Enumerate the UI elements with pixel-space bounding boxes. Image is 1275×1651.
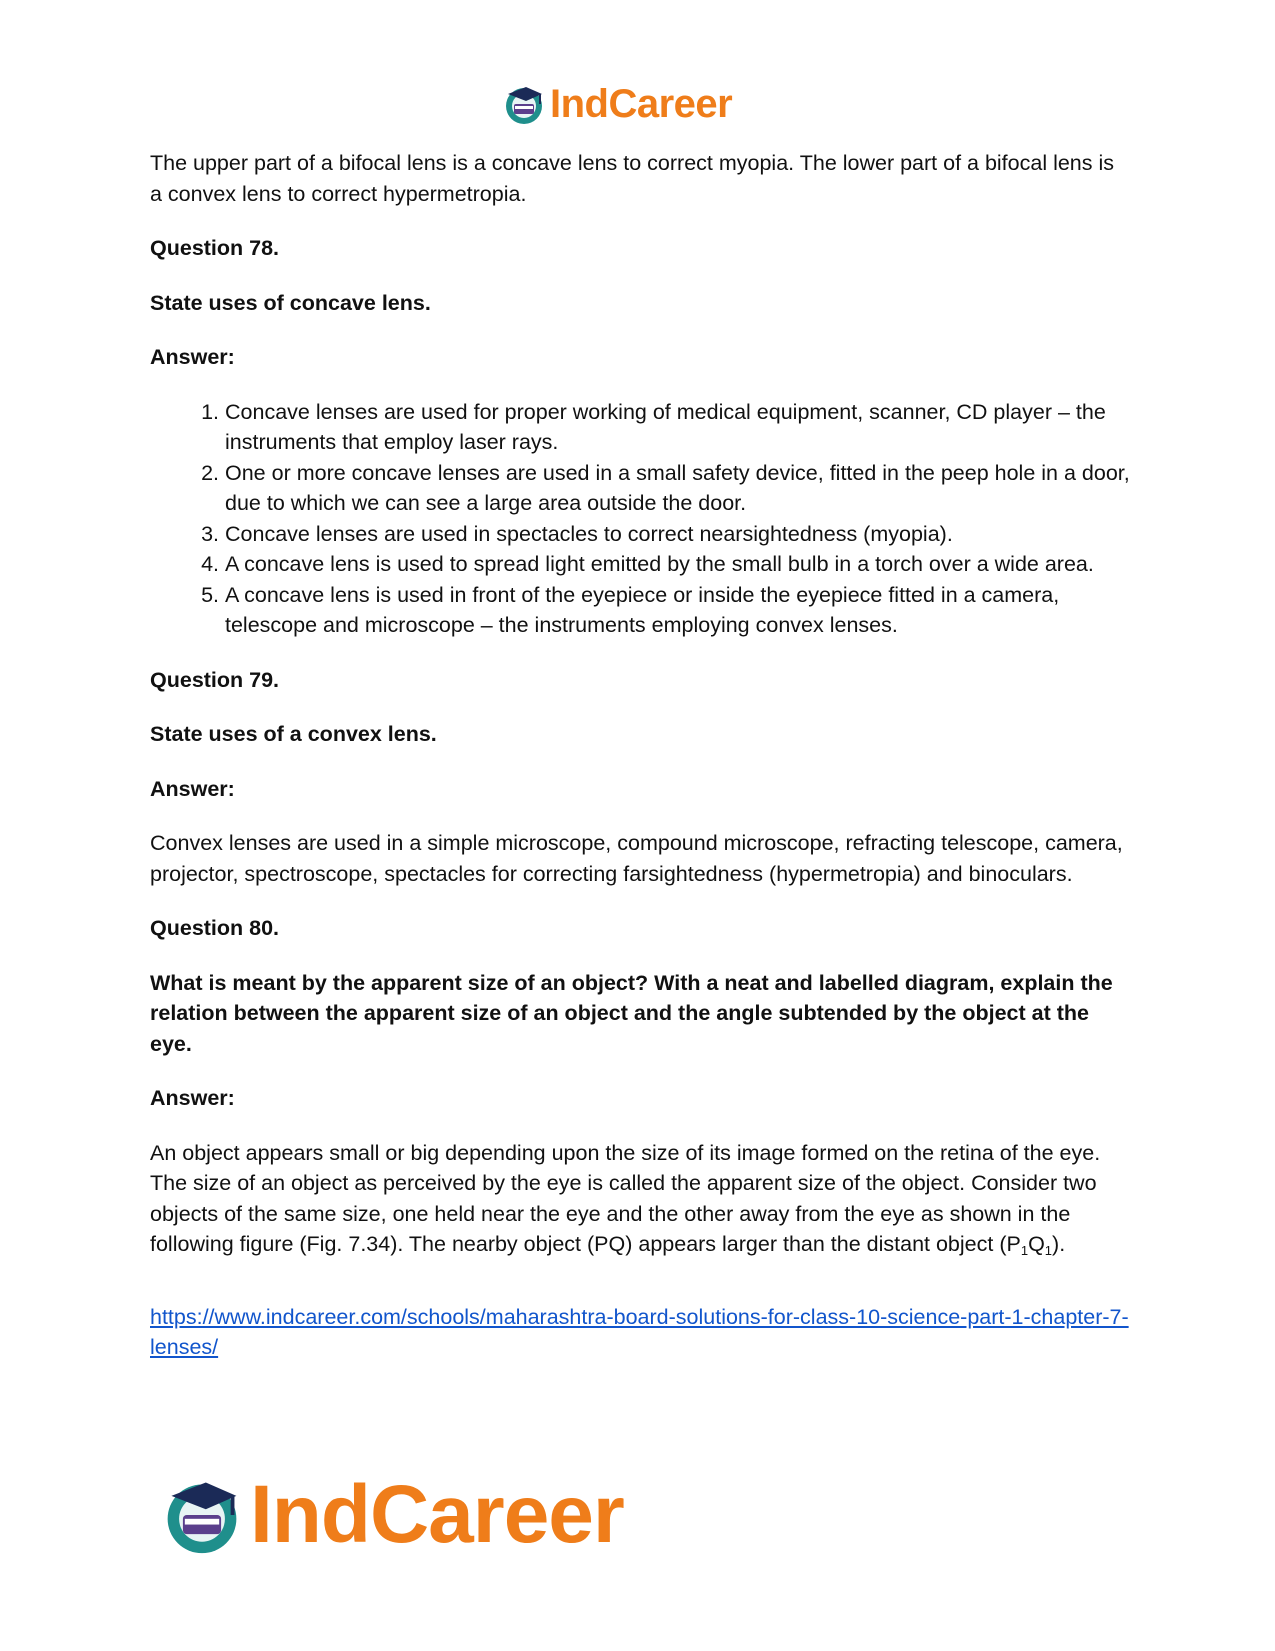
answer-text: An object appears small or big depending upon the size of its image formed on the retina of the eye. The size of an object as perceived by the eye is called the apparent size of the object. Consider two objects of the same size, one held near the eye and the other away from the eye as shown in the following figure (Fig. 7.34). The nearby object (PQ) appears larger than the distant object (P bbox=[150, 1140, 1101, 1256]
question-80-text: What is meant by the apparent size of an object? With a neat and labelled diagram, explain the relation between the apparent size of an object and the angle subtended by the object at the eye. bbox=[150, 970, 1113, 1056]
graduation-cap-book-icon bbox=[160, 1473, 244, 1557]
answer-text-q: Q bbox=[1028, 1232, 1045, 1256]
question-78-label: Question 78. bbox=[150, 236, 280, 260]
question-79-answer: Convex lenses are used in a simple microscope, compound microscope, refracting telescope, camera, projector, spectroscope, spectacles for correcting farsightedness (hypermetropia) and binoculars. bbox=[150, 831, 1123, 886]
question-80-label: Question 80. bbox=[150, 916, 280, 940]
list-item: 2. One or more concave lenses are used in a small safety device, fitted in the peep hole in a door, due to which we can see a large area outside the door. bbox=[225, 458, 1130, 519]
question-79-label: Question 79. bbox=[150, 667, 280, 692]
intro-paragraph: The upper part of a bifocal lens is a concave lens to correct myopia. The lower part of a bifocal lens is a convex lens to correct hypermetropia. bbox=[150, 151, 1115, 206]
list-item: 3. Concave lenses are used in spectacles to correct nearsightedness (myopia). bbox=[225, 519, 1130, 550]
subscript: 1 bbox=[1044, 1243, 1053, 1258]
list-item: 1. Concave lenses are used for proper working of medical equipment, scanner, CD player – the instruments that employ laser rays. bbox=[225, 397, 1130, 458]
question-80-answer-label: Answer: bbox=[150, 1086, 235, 1110]
indcareer-logo-bottom bbox=[160, 1470, 624, 1560]
list-item: 5. A concave lens is used in front of the eyepiece or inside the eyepiece fitted in a camera, telescope and microscope – the instruments employing convex lenses. bbox=[225, 580, 1130, 641]
question-80-answer bbox=[150, 1138, 1130, 1260]
question-78-answer-label: Answer: bbox=[150, 345, 235, 369]
list-item: 4. A concave lens is used to spread light emitted by the small bulb in a torch over a wide area. bbox=[225, 549, 1130, 580]
concave-uses-list bbox=[150, 397, 1130, 641]
graduation-cap-book-icon bbox=[502, 82, 546, 126]
question-79-answer-label: Answer: bbox=[150, 776, 235, 801]
footer-url-link[interactable]: https://www.indcareer.com/schools/maharashtra-board-solutions-for-class-10-science-part-1-chapter-7-lenses/ bbox=[150, 1304, 1129, 1359]
brand-name: IndCareer bbox=[250, 1469, 624, 1560]
brand-name: IndCareer bbox=[550, 82, 733, 126]
document-body bbox=[150, 148, 1130, 1363]
question-79-text: State uses of a convex lens. bbox=[150, 722, 437, 746]
answer-text-end: ). bbox=[1052, 1232, 1066, 1256]
question-78-text: State uses of concave lens. bbox=[150, 290, 431, 315]
subscript: 1 bbox=[1020, 1243, 1029, 1258]
indcareer-logo-top bbox=[502, 80, 732, 128]
